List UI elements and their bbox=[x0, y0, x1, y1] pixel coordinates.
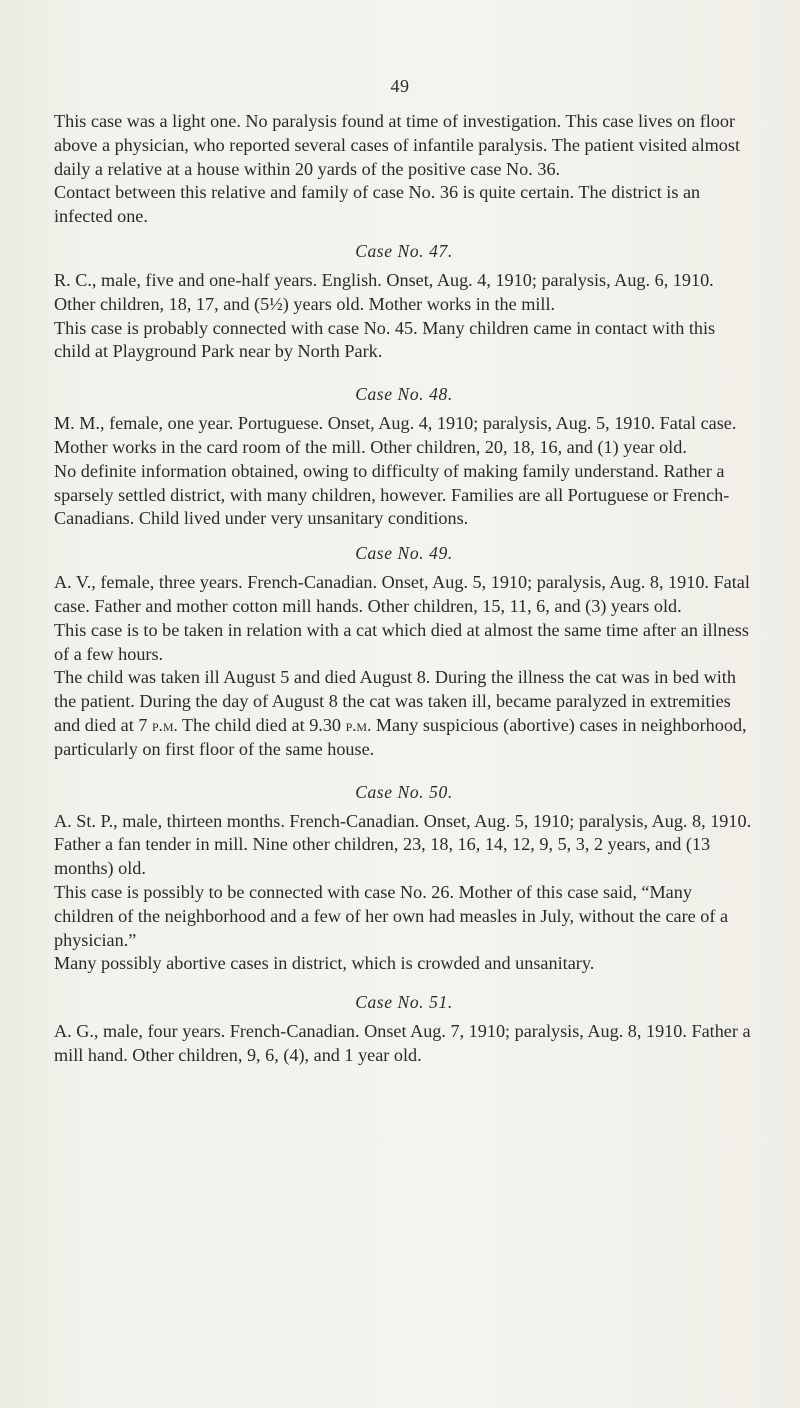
case-48-heading: Case No. 48. bbox=[355, 384, 453, 405]
case-50-remarks: Many possibly abortive cases in district, which is crowded and unsanitary. bbox=[54, 953, 595, 974]
page-body bbox=[54, 110, 754, 1068]
case-51-summary: A. G., male, four years. French-Canadian. Onset Aug. 7, 1910; paralysis, Aug. 8, 1910. Father a mill hand. Other children, 9, 6, (4), and 1 year old. bbox=[54, 1021, 751, 1065]
time-suffix-pm: p.m. bbox=[345, 715, 372, 735]
case-49-details-part-3: Many suspicious (abortive) cases in neighborhood, particularly on first floor of the same house. bbox=[54, 714, 747, 759]
intro-paragraph-2: Contact between this relative and family of case No. 36 is quite certain. The district is an infected one. bbox=[54, 182, 701, 227]
case-50-heading: Case No. 50. bbox=[355, 781, 453, 802]
case-47-notes: This case is probably connected with case No. 45. Many children came in contact with this child at Playground Park near by North Park. bbox=[54, 317, 716, 362]
case-49-notes: This case is to be taken in relation with a cat which died at almost the same time after an illness of a few hours. bbox=[54, 619, 749, 664]
case-48-summary: M. M., female, one year. Portuguese. Onset, Aug. 4, 1910; paralysis, Aug. 5, 1910. Fatal case. Mother works in the card room of the mill. Other children, 20, 18, 16, and (1) year old. bbox=[54, 413, 737, 457]
case-49-details-part-2: The child died at 9.30 bbox=[177, 714, 346, 735]
page-number: 49 bbox=[390, 76, 410, 96]
case-49-details-part-1: The child was taken ill August 5 and died August 8. During the illness the cat was in bed with the patient. During the day of August 8 the cat was taken ill, became paralyzed in extremities and died at 7 bbox=[54, 667, 736, 735]
case-50-summary: A. St. P., male, thirteen months. French-Canadian. Onset, Aug. 5, 1910; paralysis, Aug. 8, 1910. Father a fan tender in mill. Nine other children, 23, 18, 16, 14, 12, 9, 5, 3, 2 years, and (13 months) old. bbox=[54, 810, 752, 879]
case-47-summary: R. C., male, five and one-half years. English. Onset, Aug. 4, 1910; paralysis, Aug. 6, 1910. Other children, 18, 17, and (5½) years old. Mother works in the mill. bbox=[54, 269, 714, 314]
case-49-heading: Case No. 49. bbox=[355, 543, 453, 564]
intro-paragraph-1: This case was a light one. No paralysis found at time of investigation. This case lives on floor above a physician, who reported several cases of infantile paralysis. The patient visited almost daily a relative at a house within 20 yards of the positive case No. 36. bbox=[54, 111, 741, 179]
case-51-heading: Case No. 51. bbox=[355, 992, 453, 1013]
case-49-summary: A. V., female, three years. French-Canadian. Onset, Aug. 5, 1910; paralysis, Aug. 8, 1910. Fatal case. Father and mother cotton mill hands. Other children, 15, 11, 6, and (3) years old. bbox=[54, 572, 750, 616]
case-50-notes: This case is possibly to be connected with case No. 26. Mother of this case said, “Many children of the neighborhood and a few of her own had measles in July, without the care of a physician.” bbox=[54, 881, 729, 950]
case-48-notes: No definite information obtained, owing to difficulty of making family understand. Rather a sparsely settled district, with many children, however. Families are all Portuguese or French-Canadians. Child lived under very unsanitary conditions. bbox=[54, 460, 730, 529]
case-49-details bbox=[54, 666, 754, 761]
time-suffix-pm: p.m. bbox=[151, 715, 178, 735]
case-47-heading: Case No. 47. bbox=[355, 240, 453, 261]
